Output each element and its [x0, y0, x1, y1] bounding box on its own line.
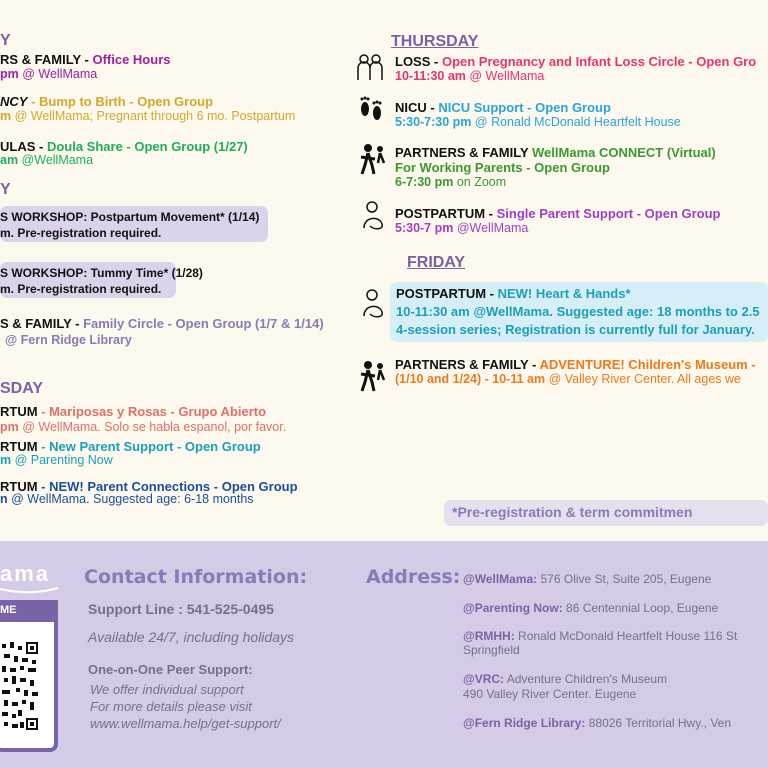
address-label: @Fern Ridge Library:	[463, 716, 586, 730]
address-text: Ronald McDonald Heartfelt House 116 St	[514, 629, 738, 643]
event-title: - Bump to Birth - Open Group	[27, 94, 214, 109]
event-location: @ WellMama. Suggested age: 6-18 months	[7, 492, 254, 506]
event-title: Office Hours	[92, 52, 171, 67]
event-location: @ Parenting Now	[11, 453, 113, 467]
event-label: PARTNERS & FAMILY	[395, 145, 533, 160]
event-single-parent-time	[395, 221, 528, 235]
event-loss-circle	[395, 54, 756, 69]
event-label: POSTPARTUM -	[396, 286, 498, 301]
event-location: @ Valley River Center. All ages we	[545, 372, 741, 386]
address-text: 576 Olive St, Suite 205, Eugene	[537, 572, 712, 586]
family-adventure-icon	[358, 360, 388, 392]
event-doula-share	[0, 139, 248, 154]
event-location: on Zoom	[453, 175, 507, 189]
event-title: ADVENTURE! Children's Museum -	[539, 357, 756, 372]
address-label: @RMHH:	[463, 629, 515, 643]
pre-registration-note: *Pre-registration & term commitmen	[452, 504, 693, 520]
event-bump-to-birth	[0, 94, 213, 109]
address-text: 86 Centennial Loop, Eugene	[562, 601, 719, 615]
event-title: - NEW! Parent Connections - Open Group	[37, 479, 298, 494]
heart-hands-icon	[360, 288, 388, 318]
event-location: @ WellMama. Solo se habla espanol, por favor.	[18, 420, 287, 434]
event-label: RTUM	[0, 479, 38, 494]
event-time: m	[0, 453, 12, 467]
address-text: 88026 Territorial Hwy., Ven	[585, 716, 732, 730]
address-fern-ridge	[463, 716, 731, 730]
workshop-2-line2: m. Pre-registration required.	[0, 282, 162, 296]
event-label: NICU -	[395, 100, 439, 115]
address-wellmama	[463, 572, 711, 586]
event-family-circle	[0, 316, 324, 331]
workshop-1-line2: m. Pre-registration required.	[0, 226, 162, 240]
peer-support-line1: We offer individual support	[90, 682, 244, 697]
address-label: @Parenting Now:	[463, 601, 563, 615]
logo-text: ama	[0, 561, 51, 586]
event-wellmama-connect-time	[395, 175, 506, 189]
event-label: POSTPARTUM -	[395, 206, 497, 221]
event-title: - Mariposas y Rosas - Grupo Abierto	[37, 404, 267, 419]
qr-code-icon[interactable]	[0, 638, 40, 734]
event-label: PARTNERS & FAMILY -	[395, 357, 540, 372]
event-location: @ WellMama	[465, 69, 545, 83]
event-location: @ WellMama	[18, 67, 98, 81]
day-heading-3: SDAY	[0, 380, 43, 397]
event-time: pm	[0, 420, 19, 434]
address-rmhh-city: Springfield	[463, 643, 520, 657]
event-mariposas-time	[0, 420, 286, 434]
loss-icon	[354, 52, 386, 82]
support-line[interactable]: Support Line : 541-525-0495	[88, 601, 274, 617]
event-parent-connections-time	[0, 492, 254, 506]
day-heading-1: Y	[0, 32, 11, 49]
logo-swoosh	[0, 586, 60, 596]
event-single-parent	[395, 206, 721, 221]
address-label: @WellMama:	[463, 572, 538, 586]
event-title: WellMama CONNECT (Virtual)	[532, 145, 716, 160]
event-title: Single Parent Support - Open Group	[496, 206, 721, 221]
event-childrens-museum-time	[395, 372, 741, 386]
day-heading-thursday: THURSDAY	[391, 33, 479, 50]
workshop-2-line1: S WORKSHOP: Tummy Time* (1/28)	[0, 266, 203, 280]
event-label: LOSS -	[395, 54, 442, 69]
event-time: 5:30-7:30 pm	[395, 115, 472, 129]
event-time: (1/10 and 1/24) - 10-11 am	[395, 372, 546, 386]
event-new-parent-support-time	[0, 453, 113, 467]
event-mariposas	[0, 404, 266, 419]
address-vrc-line2: 490 Valley River Center. Eugene	[463, 687, 637, 701]
peer-support-title: One-on-One Peer Support:	[88, 662, 253, 677]
peer-support-link[interactable]: www.wellmama.help/get-support/	[90, 716, 281, 731]
event-new-parent-support	[0, 439, 261, 454]
event-heart-hands-line3: 4-session series; Registration is currently full for January.	[396, 322, 755, 337]
qr-card-tag: ME	[0, 604, 17, 616]
event-location: @WellMama	[453, 221, 529, 235]
event-office-hours-time	[0, 67, 97, 81]
event-location: @WellMama	[18, 153, 94, 167]
event-location: @ WellMama; Pregnant through 6 mo. Postpartum	[11, 109, 296, 123]
event-time: m	[0, 109, 12, 123]
event-wellmama-connect-line2: For Working Parents - Open Group	[395, 160, 610, 175]
address-label: @VRC:	[463, 672, 505, 686]
contact-heading: Contact Information:	[84, 566, 308, 588]
event-time: n	[0, 492, 8, 506]
event-wellmama-connect	[395, 145, 716, 160]
event-label: RS & FAMILY -	[0, 52, 93, 67]
event-label: ULAS -	[0, 139, 47, 154]
address-vrc	[463, 672, 667, 686]
peer-support-line2: For more details please visit	[90, 699, 252, 714]
day-heading-2: Y	[0, 181, 11, 198]
day-heading-friday: FRIDAY	[407, 254, 466, 271]
event-office-hours	[0, 52, 170, 67]
event-doula-share-time	[0, 153, 93, 167]
parent-baby-icon	[360, 200, 388, 230]
event-label: RTUM	[0, 439, 38, 454]
event-title: Family Circle - Open Group (1/7 & 1/14)	[83, 316, 324, 331]
family-icon	[358, 143, 388, 175]
event-time: 6-7:30 pm	[395, 175, 454, 189]
address-rmhh	[463, 629, 737, 643]
event-title: NICU Support - Open Group	[438, 100, 611, 115]
availability-text: Available 24/7, including holidays	[88, 629, 294, 645]
event-nicu-support	[395, 100, 611, 115]
event-heart-hands-line2: 10-11:30 am @WellMama. Suggested age: 18 months to 2.5	[396, 304, 760, 319]
event-heart-hands	[396, 286, 631, 301]
event-nicu-support-time	[395, 115, 681, 129]
event-title: - New Parent Support - Open Group	[37, 439, 261, 454]
event-loss-circle-time	[395, 69, 544, 83]
event-childrens-museum	[395, 357, 756, 372]
event-label: S & FAMILY -	[0, 316, 84, 331]
event-location: @ Ronald McDonald Heartfelt House	[471, 115, 681, 129]
event-label: RTUM	[0, 404, 38, 419]
event-time: 10-11:30 am	[395, 69, 466, 83]
event-bump-to-birth-time	[0, 109, 295, 123]
workshop-1-line1: S WORKSHOP: Postpartum Movement* (1/14)	[0, 210, 260, 224]
address-parenting-now	[463, 601, 718, 615]
event-time: 5:30-7 pm	[395, 221, 454, 235]
event-time: pm	[0, 67, 19, 81]
event-title: Open Pregnancy and Infant Loss Circle - Open Gro	[441, 54, 757, 69]
event-title: NEW! Heart & Hands*	[497, 286, 631, 301]
event-time: am	[0, 153, 19, 167]
address-text: Adventure Children's Museum	[504, 672, 668, 686]
footprints-icon	[356, 94, 386, 122]
address-heading: Address:	[366, 566, 461, 588]
event-label: NCY	[0, 94, 28, 109]
event-family-circle-location: @ Fern Ridge Library	[5, 333, 132, 347]
event-title: Doula Share - Open Group (1/27)	[46, 139, 248, 154]
